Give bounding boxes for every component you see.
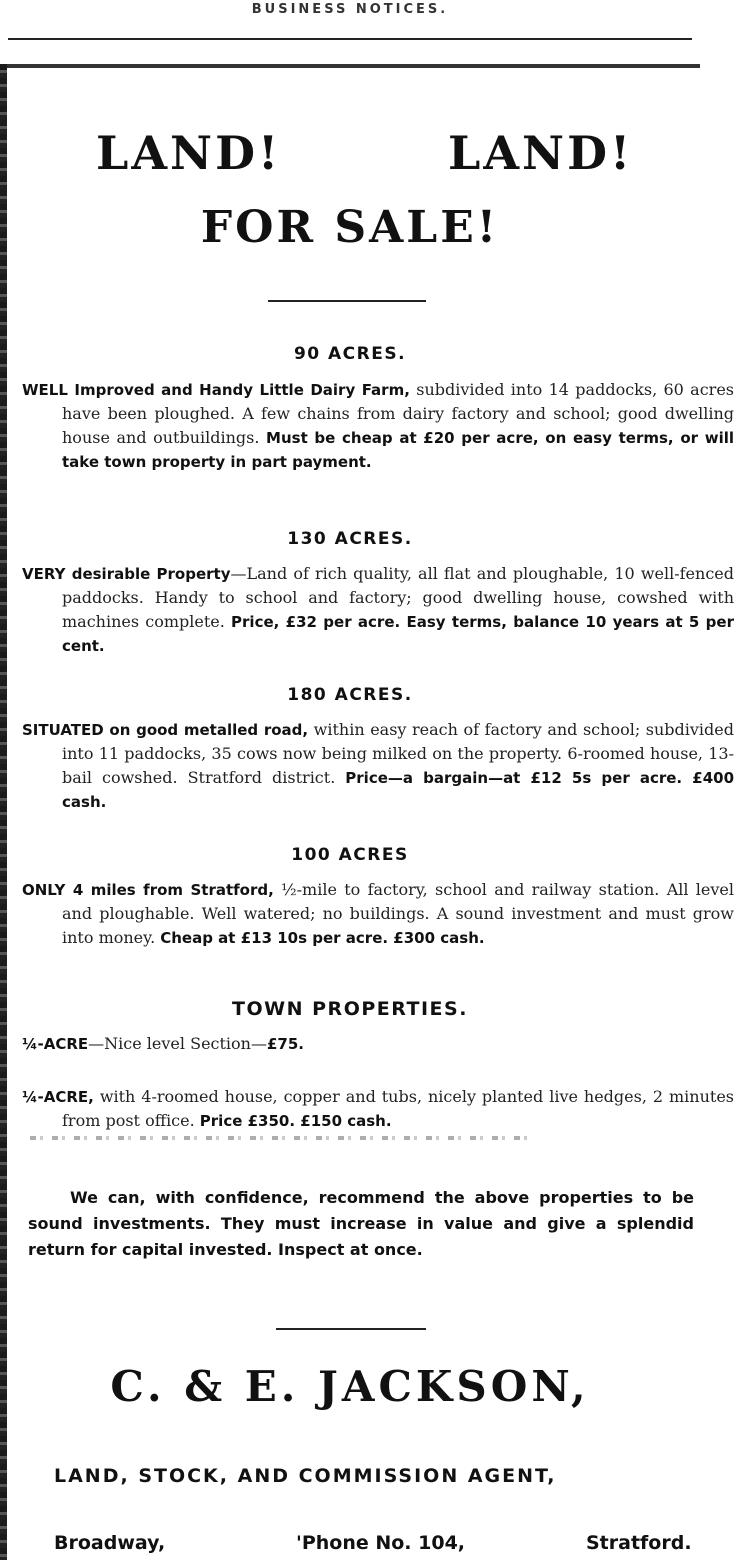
town-property-body: —Nice level Section— [88,1034,267,1053]
closing-statement: We can, with confidence, recommend the above properties to be sound investments. They must increase in value and give a splendid return for capital invested. Inspect at once. [28,1188,694,1259]
company-business: LAND, STOCK, AND COMMISSION AGENT, [54,1465,557,1487]
listing-terms: Price—a bargain—at £12 5s per acre. £400 cash. [62,769,734,811]
town-property-price: Price £350. £150 cash. [199,1112,392,1130]
company-street: Broadway, [54,1532,166,1554]
listing-terms: Cheap at £13 10s per acre. £300 cash. [160,929,485,947]
town-property-lead: ¼-ACRE, [22,1088,94,1106]
company-town: Stratford. [586,1532,692,1554]
listing-description [22,378,734,474]
listing-body: ½-mile to factory, school and railway station. All level and ploughable. Well watered; no buildings. A sound investment and must grow into money. [62,880,734,947]
town-property [22,1085,734,1133]
company-phone: 'Phone No. 104, [296,1532,466,1554]
section-divider [276,1328,426,1330]
listing-lead: WELL Improved and Handy Little Dairy Farm, [22,381,410,399]
listing-heading: 180 ACRES. [287,685,413,705]
print-smudge [30,1136,530,1140]
headline-land-left: LAND! [96,126,282,180]
listing-heading: 130 ACRES. [287,529,413,549]
listing-heading: 100 ACRES [291,845,409,865]
section-divider [268,300,426,302]
listing-description [22,562,734,658]
listing-lead: VERY desirable Property [22,565,231,583]
advert-left-border [0,64,7,1560]
town-property-price: £75. [266,1035,304,1053]
running-title: BUSINESS NOTICES. [251,2,449,17]
listing-body: subdivided into 14 paddocks, 60 acres have been ploughed. A few chains from dairy factory and school; good dwelling house and outbuildings. [62,380,734,447]
town-property [22,1032,734,1056]
town-properties-heading: TOWN PROPERTIES. [232,998,468,1020]
listing-terms: Must be cheap at £20 per acre, on easy terms, or will take town property in part payment. [62,429,734,471]
listing-lead: ONLY 4 miles from Stratford, [22,881,274,899]
listing-body: —Land of rich quality, all flat and ploughable, 10 well-fenced paddocks. Handy to school and factory; good dwelling house, cowshed with machines complete. [62,564,734,631]
advert-top-border [0,64,700,68]
listing-heading: 90 ACRES. [293,344,407,364]
listing-description [22,718,734,814]
listing-description [22,878,734,950]
headline-land-right: LAND! [448,126,634,180]
headline-for-sale: FOR SALE! [200,202,500,253]
town-property-lead: ¼-ACRE [22,1035,89,1053]
listing-lead: SITUATED on good metalled road, [22,721,309,739]
header-rule [8,38,692,40]
company-name: C. & E. JACKSON, [110,1362,590,1411]
town-property-body: with 4-roomed house, copper and tubs, nicely planted live hedges, 2 minutes from post office. [62,1087,734,1130]
listing-body: within easy reach of factory and school; subdivided into 11 paddocks, 35 cows now being milked on the property. 6-roomed house, 13-bail cowshed. Stratford district. [62,720,734,787]
listing-terms: Price, £32 per acre. Easy terms, balance 10 years at 5 per cent. [62,613,734,655]
